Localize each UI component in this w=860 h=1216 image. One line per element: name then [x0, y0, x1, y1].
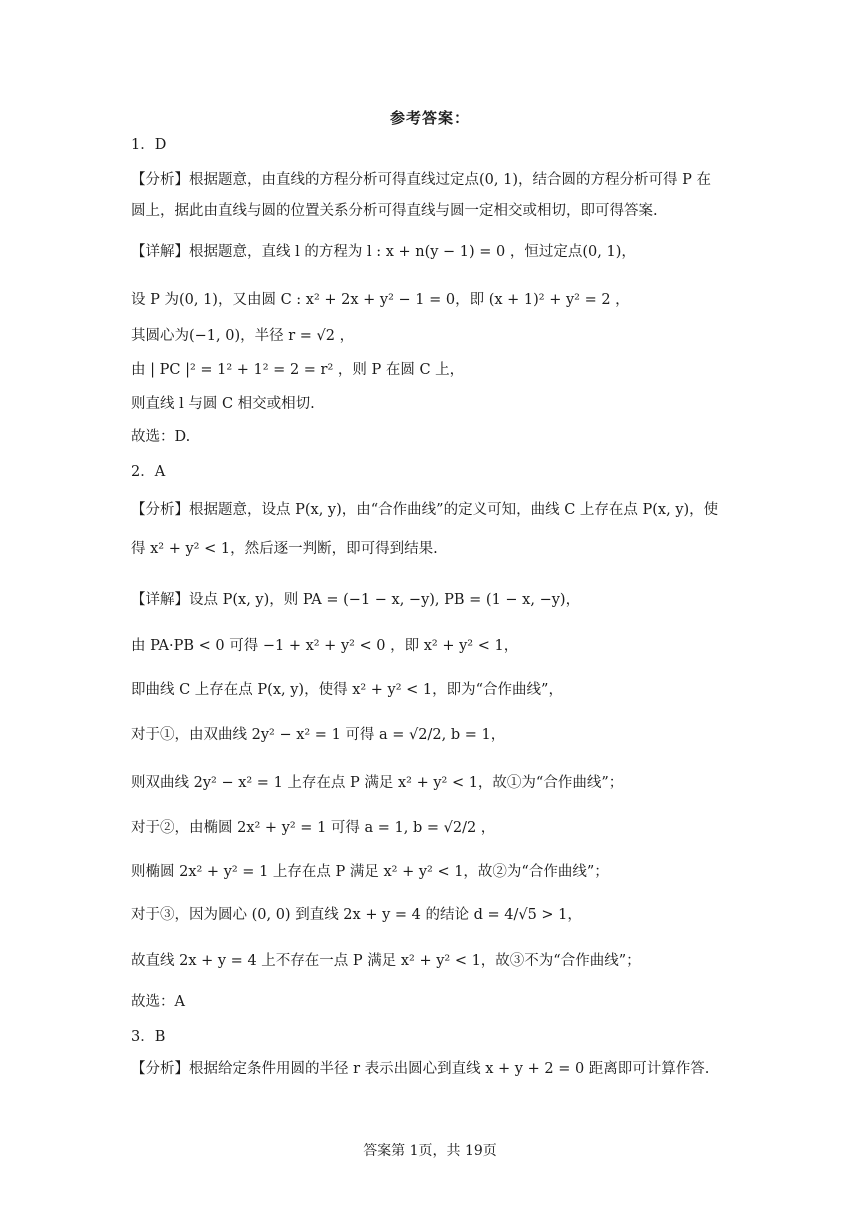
answer-line: 其圆心为(−1, 0)，半径 r = √2 ， — [131, 328, 355, 344]
answer-line: 1．D — [131, 137, 167, 153]
answer-line: 即曲线 C 上存在点 P(x, y)，使得 x² + y² < 1，即为“合作曲线”， — [131, 682, 563, 698]
answer-line: 则双曲线 2y² − x² = 1 上存在点 P 满足 x² + y² < 1，故①为“合作曲线”； — [131, 775, 624, 791]
answer-line: 由 | PC |² = 1² + 1² = 2 = r² ，则 P 在圆 C 上， — [131, 362, 465, 378]
answer-line: 对于②，由椭圆 2x² + y² = 1 可得 a = 1, b = √2/2 ， — [131, 820, 496, 836]
answer-line: 由 PA·PB < 0 可得 −1 + x² + y² < 0 ，即 x² + y² < 1， — [131, 638, 519, 654]
answer-line: 则直线 l 与圆 C 相交或相切. — [131, 396, 315, 412]
answer-line: 【分析】根据题意，由直线的方程分析可得直线过定点(0, 1)，结合圆的方程分析可得 P 在 — [131, 172, 711, 188]
answer-line: 得 x² + y² < 1，然后逐一判断，即可得到结果. — [131, 541, 438, 557]
answer-line: 故选：D. — [131, 429, 191, 445]
answer-line: 【分析】根据给定条件用圆的半径 r 表示出圆心到直线 x + y + 2 = 0 距离即可计算作答. — [131, 1061, 710, 1077]
answer-line: 2．A — [131, 464, 166, 480]
answer-line: 故直线 2x + y = 4 上不存在一点 P 满足 x² + y² < 1，故③不为“合作曲线”； — [131, 953, 641, 969]
page-title: 参考答案： — [389, 109, 470, 127]
answer-line: 设 P 为(0, 1)，又由圆 C : x² + 2x + y² − 1 = 0，即 (x + 1)² + y² = 2 ， — [131, 292, 630, 308]
page-footer: 答案第 1页，共 19页 — [363, 1143, 497, 1159]
answer-line: 圆上，据此由直线与圆的位置关系分析可得直线与圆一定相交或相切，即可得答案. — [131, 203, 658, 219]
answer-line: 故选：A — [131, 994, 185, 1010]
answer-line: 【详解】设点 P(x, y)，则 PA = (−1 − x, −y), PB = (1 − x, −y)， — [131, 592, 581, 608]
answer-line: 对于③，因为圆心 (0, 0) 到直线 2x + y = 4 的结论 d = 4/√5 > 1， — [131, 907, 582, 923]
answer-line: 3．B — [131, 1029, 166, 1045]
answer-line: 则椭圆 2x² + y² = 1 上存在点 P 满足 x² + y² < 1，故②为“合作曲线”； — [131, 864, 609, 880]
answer-line: 对于①，由双曲线 2y² − x² = 1 可得 a = √2/2, b = 1， — [131, 727, 506, 743]
answer-line: 【详解】根据题意，直线 l 的方程为 l : x + n(y − 1) = 0 ，恒过定点(0, 1)， — [131, 244, 636, 260]
answer-line: 【分析】根据题意，设点 P(x, y)，由“合作曲线”的定义可知，曲线 C 上存在点 P(x, y)，使 — [131, 502, 719, 518]
